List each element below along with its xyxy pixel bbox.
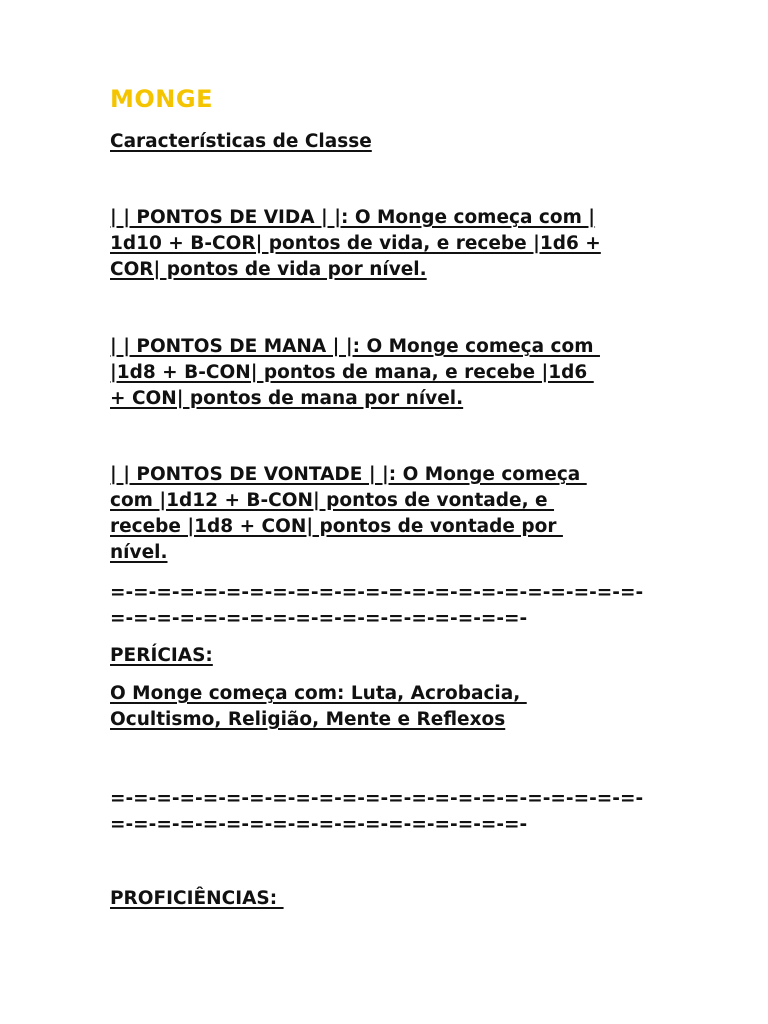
section-subtitle: Características de Classe xyxy=(110,131,372,152)
pontos-de-vida-paragraph: | | PONTOS DE VIDA | |: O Monge começa com | 1d10 + B-COR| pontos de vida, e recebe |1d6 + COR| pontos de vida por nível. xyxy=(110,207,601,280)
separator-line-2: =-=-=-=-=-=-=-=-=-=-=-=-=-=-=-=-=-=-=-=-=-=-=- =-=-=-=-=-=-=-=-=-=-=-=-=-=-=-=-=-=- xyxy=(110,788,644,835)
pontos-de-mana-paragraph: | | PONTOS DE MANA | |: O Monge começa com |1d8 + B-CON| pontos de mana, e recebe |1d6 + CON| pontos de mana por nível. xyxy=(110,336,594,409)
pericias-text: O Monge começa com: Luta, Acrobacia, Ocultismo, Religião, Mente e Reflexos xyxy=(110,683,521,730)
pontos-de-vontade-paragraph: | | PONTOS DE VONTADE | |: O Monge começa com |1d12 + B-CON| pontos de vontade, e recebe |1d8 + CON| pontos de vontade por nível. xyxy=(110,464,581,563)
separator-line: =-=-=-=-=-=-=-=-=-=-=-=-=-=-=-=-=-=-=-=-=-=-=- =-=-=-=-=-=-=-=-=-=-=-=-=-=-=-=-=-=- xyxy=(110,582,644,629)
pericias-heading: PERÍCIAS: xyxy=(110,645,213,666)
page-title: MONGE xyxy=(110,85,213,113)
proficiencias-heading: PROFICIÊNCIAS: xyxy=(110,888,284,909)
